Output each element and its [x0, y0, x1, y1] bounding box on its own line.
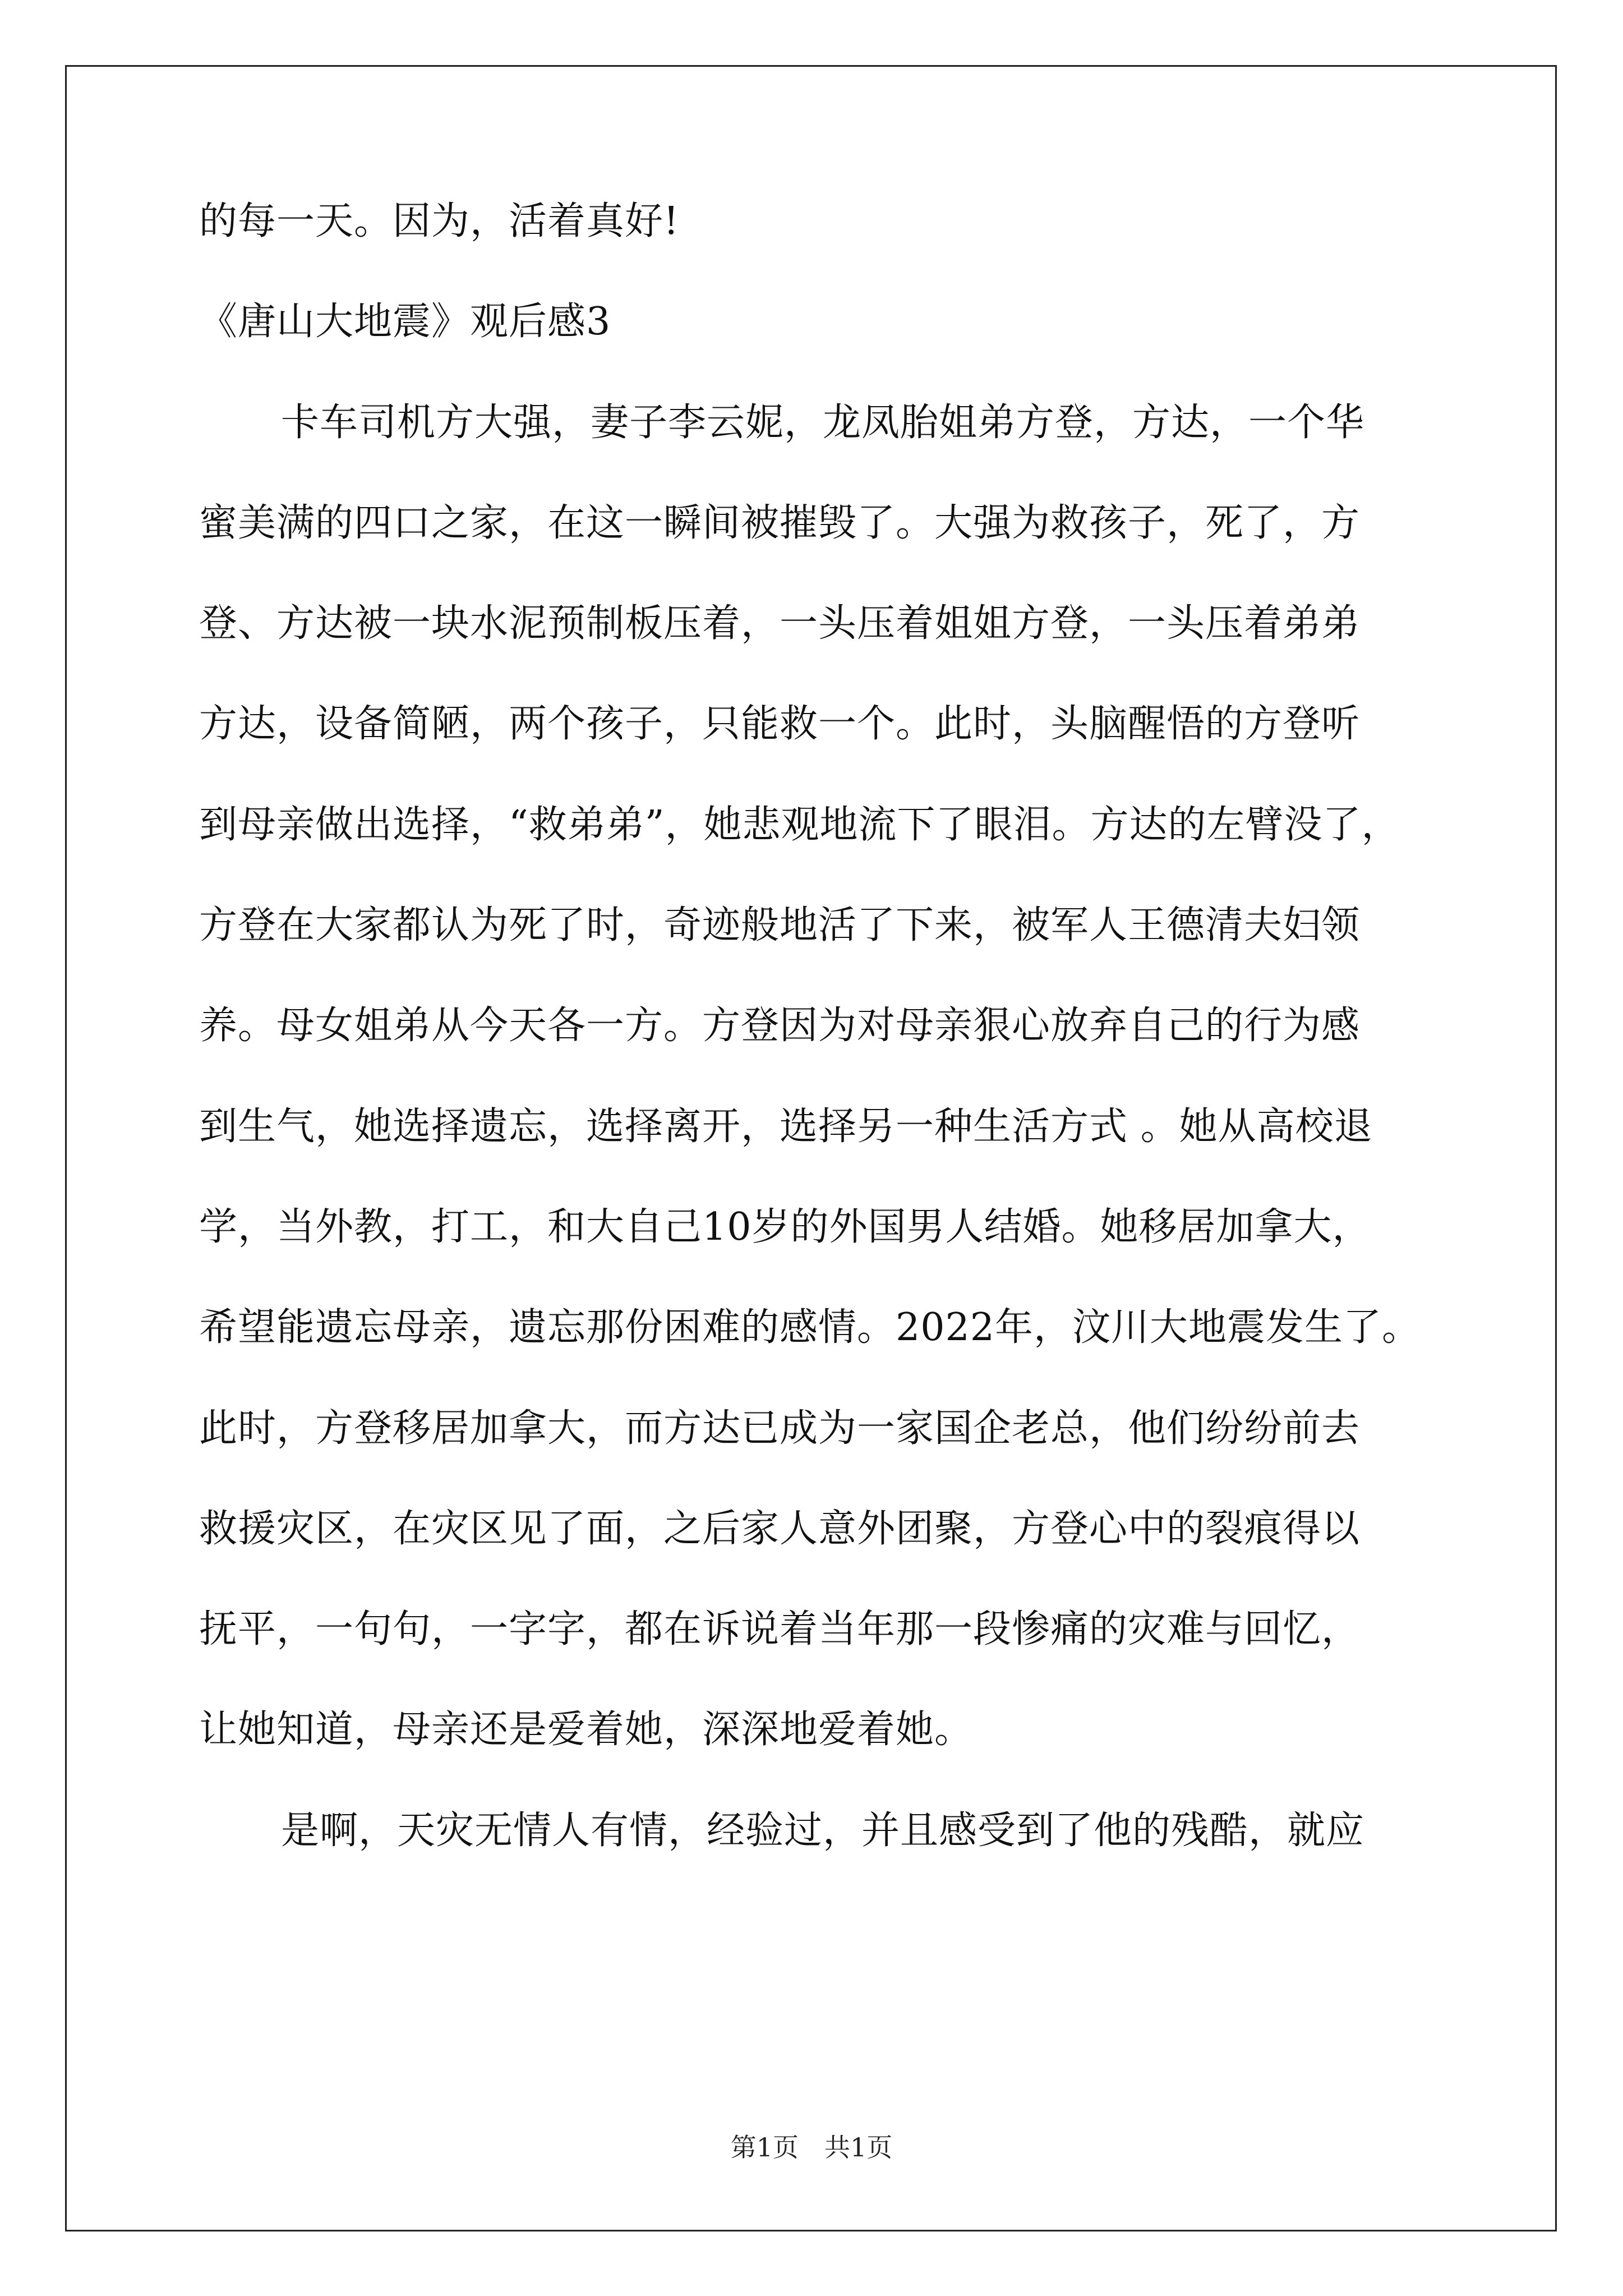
text-line: 到生气，她选择遗忘，选择离开，选择另一种生活方式 。她从高校退 [199, 1104, 1373, 1149]
text-line: 学，当外教，打工，和大自己10岁的外国男人结婚。她移居加拿大， [199, 1204, 1371, 1249]
text-line: 方达，设备简陋，两个孩子，只能救一个。此时，头脑醒悟的方登听 [199, 702, 1361, 747]
text-line: 方登在大家都认为死了时，奇迹般地活了下来，被军人王德清夫妇领 [199, 903, 1361, 948]
text-line: 的每一天。因为，活着真好! [199, 199, 680, 243]
text-line: 养。母女姐弟从今天各一方。方登因为对母亲狠心放弃自己的行为感 [199, 1004, 1361, 1048]
section-heading: 《唐山大地震》观后感3 [199, 300, 611, 344]
text-line: 蜜美满的四口之家，在这一瞬间被摧毁了。大强为救孩子，死了，方 [199, 500, 1361, 545]
text-line: 抚平，一句句，一字字，都在诉说着当年那一段惨痛的灾难与回忆， [199, 1607, 1361, 1652]
paragraph-start-line: 是啊，天灾无情人有情，经验过，并且感受到了他的残酷，就应 [281, 1808, 1365, 1853]
document-body [199, 199, 1472, 1909]
text-line: 到母亲做出选择，“救弟弟”，她悲观地流下了眼泪。方达的左臂没了， [199, 802, 1400, 847]
paragraph-start-line: 卡车司机方大强，妻子李云妮，龙凤胎姐弟方登，方达，一个华 [281, 400, 1365, 445]
text-line: 救援灾区，在灾区见了面，之后家人意外团聚，方登心中的裂痕得以 [199, 1506, 1361, 1551]
text-line: 希望能遗忘母亲，遗忘那份困难的感情。2022年，汶川大地震发生了。 [199, 1305, 1421, 1350]
text-line: 登、方达被一块水泥预制板压着，一头压着姐姐方登，一头压着弟弟 [199, 601, 1361, 646]
text-line: 此时，方登移居加拿大，而方达已成为一家国企老总，他们纷纷前去 [199, 1406, 1361, 1451]
text-line: 让她知道，母亲还是爱着她，深深地爱着她。 [199, 1708, 974, 1752]
page-number-footer: 第1页 共1页 [730, 2132, 893, 2162]
